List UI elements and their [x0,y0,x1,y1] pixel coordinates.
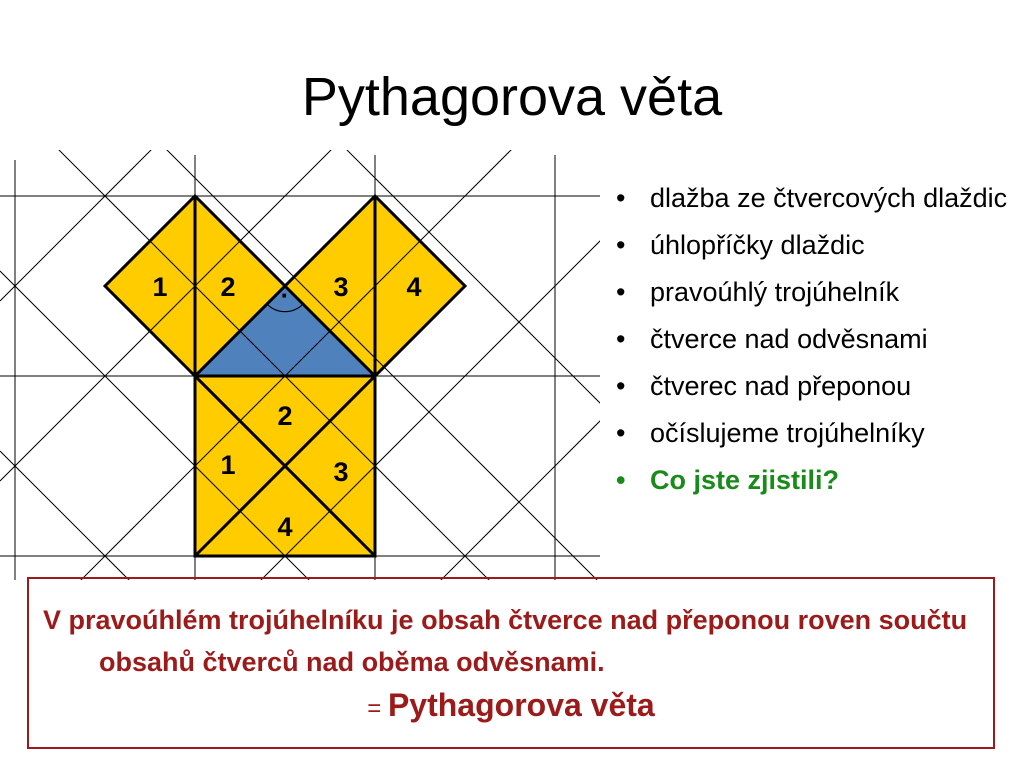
pythagoras-tiling-diagram [0,150,600,580]
bullet-item [614,182,1014,214]
bottom-square-label-2: 2 [277,401,293,431]
bullet-dot: • [616,324,626,354]
bullet-dot: • [616,371,626,401]
slide-title: Pythagorova věta [301,67,723,127]
bullet-item [614,229,1014,261]
right-square-label-4: 4 [406,272,422,302]
bullet-text: čtverce nad odvěsnami [650,324,928,354]
right-angle-dot: · [280,280,290,310]
conclusion-footer [29,687,993,724]
bullet-item [614,417,1014,449]
bullet-dot: • [616,230,626,260]
conclusion-box [27,577,995,749]
bullet-item-question [614,464,1014,496]
equals-sign: = [367,695,388,722]
bullet-text: čtverec nad přeponou [650,371,912,401]
bullet-text: Co jste zjistili? [650,465,840,495]
bullet-item [614,370,1014,402]
left-square-label-1: 1 [152,272,168,302]
bullet-text: dlažba ze čtvercových dlaždic [650,183,1008,213]
bullet-item [614,323,1014,355]
theorem-name: Pythagorova věta [387,687,655,723]
bullet-item [614,276,1014,308]
bottom-square-label-4: 4 [277,512,293,542]
conclusion-text: V pravoúhlém trojúhelníku je obsah čtverce nad přeponou roven součtu obsahů čtverců nad oběma odvěsnami. [43,605,968,677]
bullet-dot: • [616,418,626,448]
right-square-label-3: 3 [333,272,349,302]
bullet-list [614,182,1014,511]
bottom-square-label-3: 3 [333,457,349,487]
bullet-text: očíslujeme trojúhelníky [650,418,925,448]
bullet-dot: • [616,277,626,307]
bullet-text: pravoúhlý trojúhelník [650,277,900,307]
bullet-text: úhlopříčky dlaždic [650,230,865,260]
left-square-label-2: 2 [220,272,236,302]
bullet-dot: • [616,465,626,495]
bottom-square-label-1: 1 [220,450,236,480]
bullet-dot: • [616,183,626,213]
